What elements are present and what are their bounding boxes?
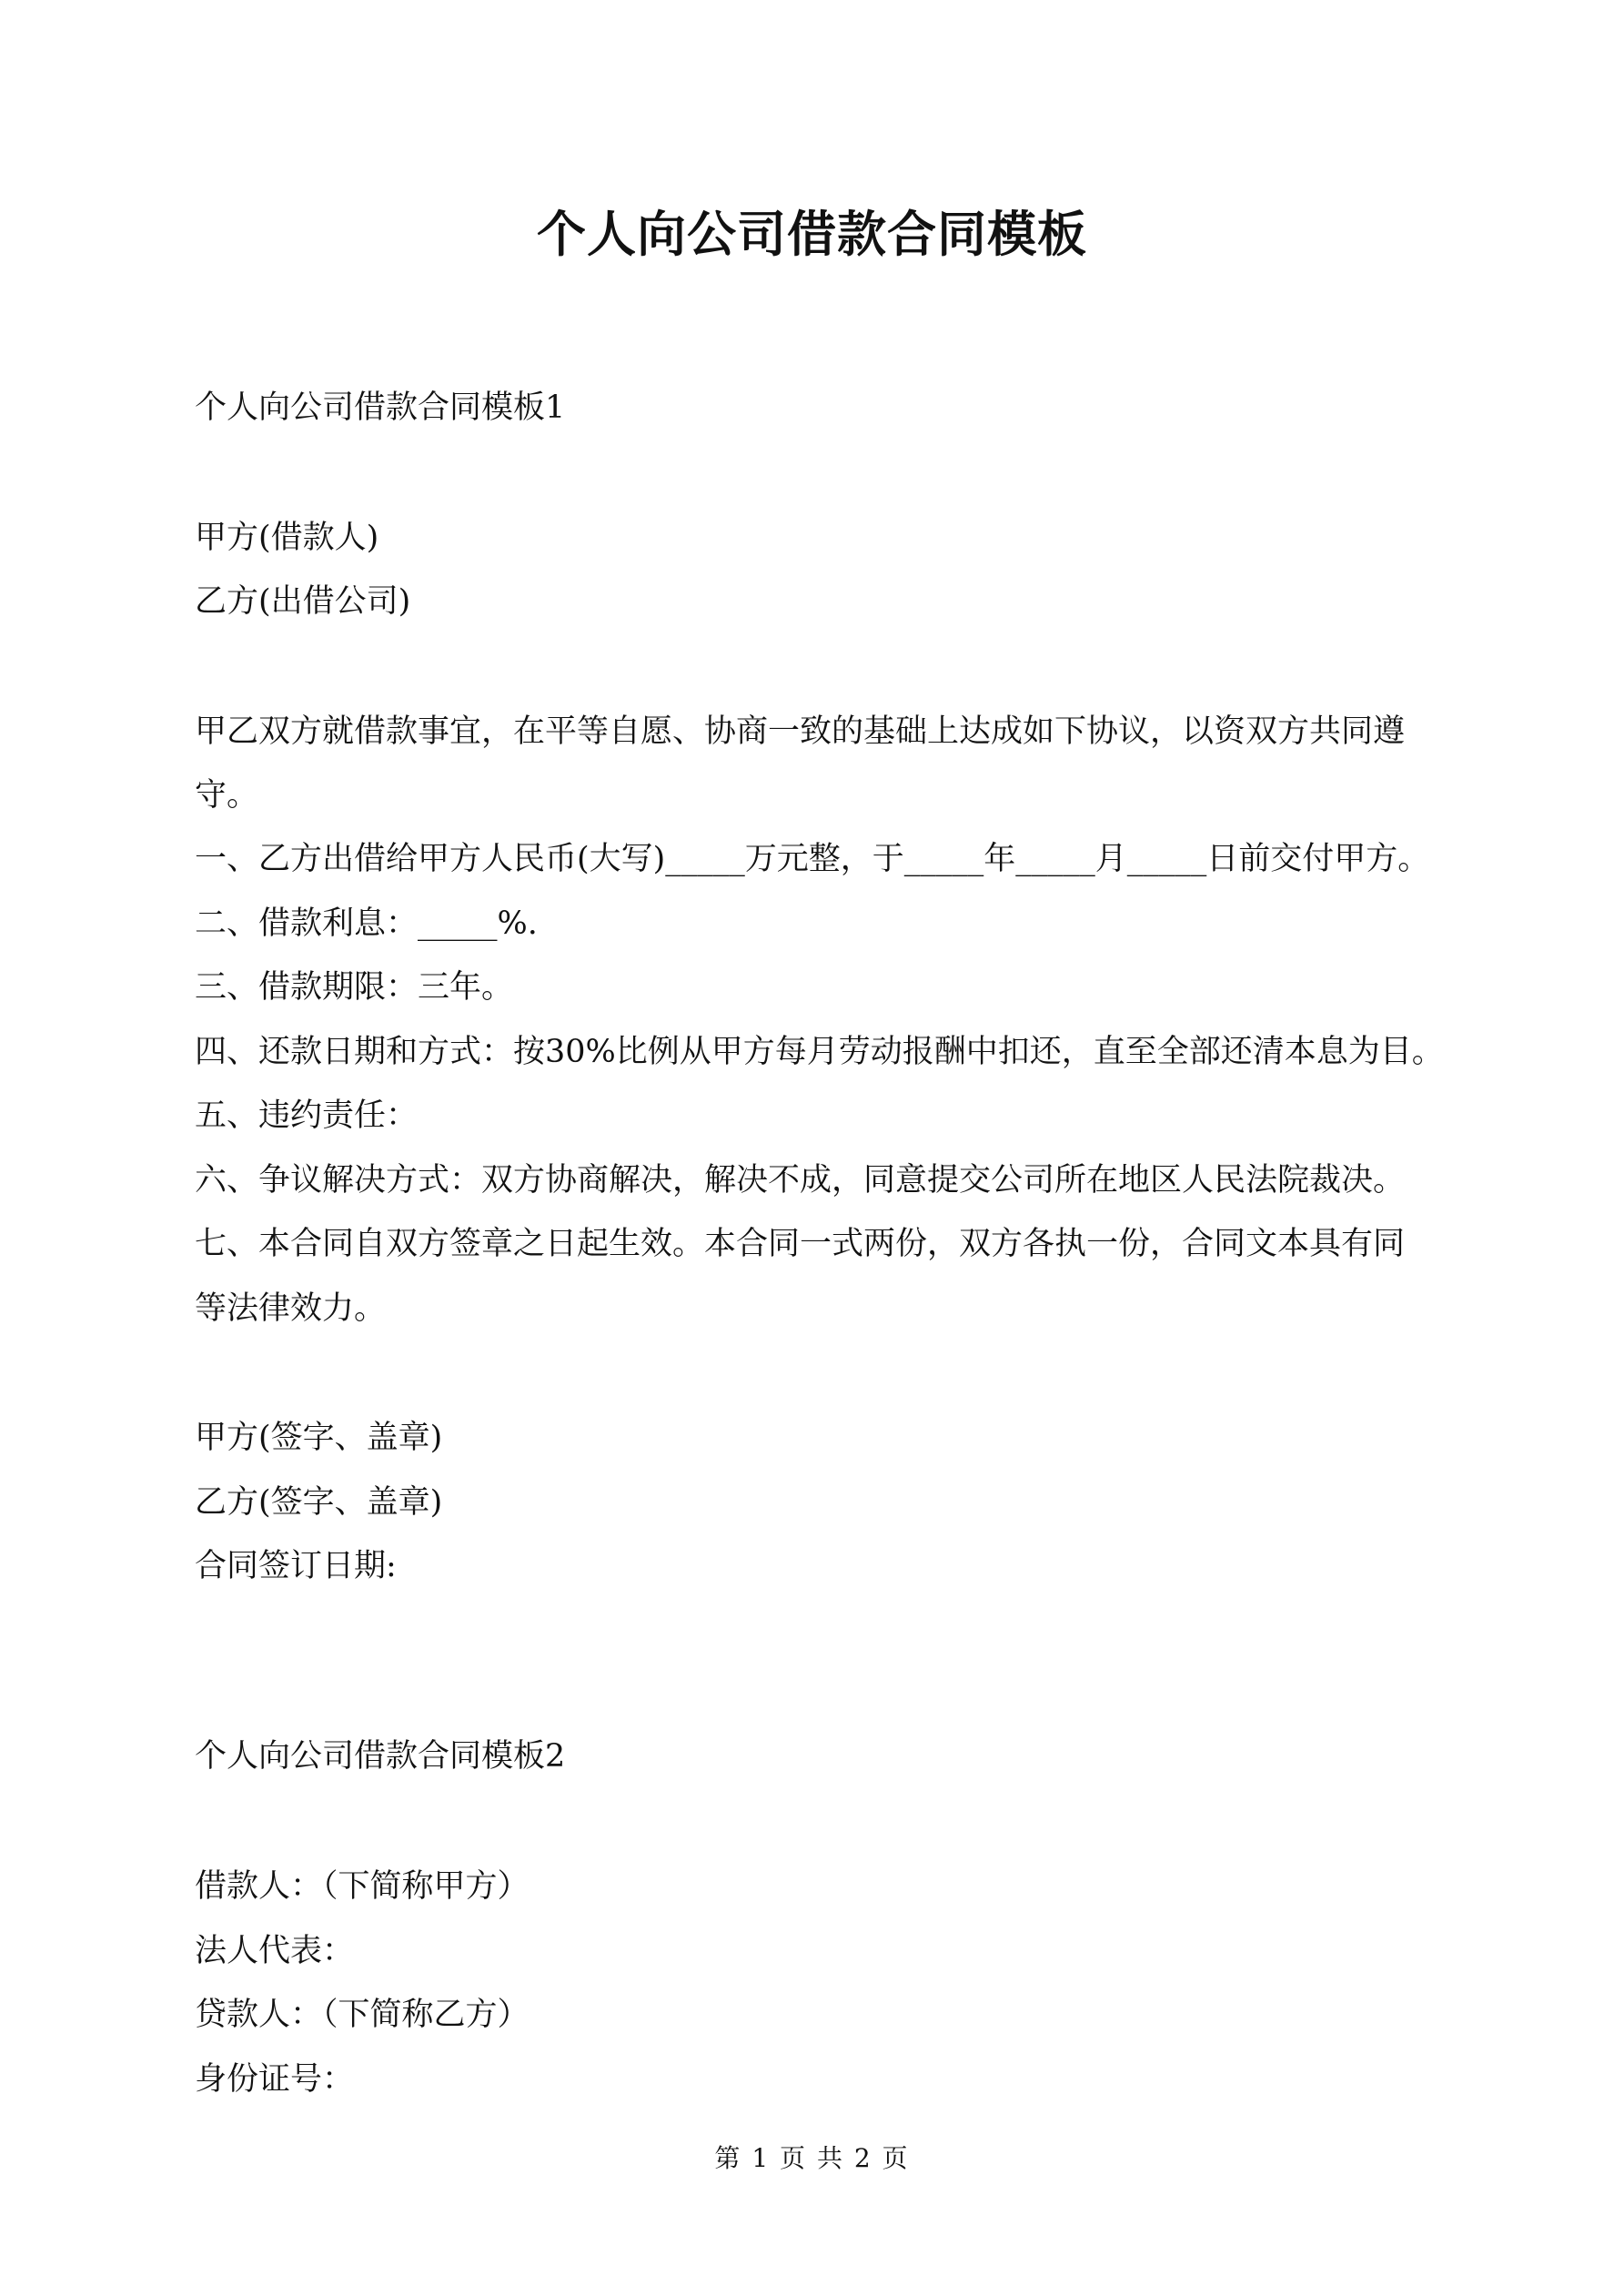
signing-date: 合同签订日期: bbox=[195, 1548, 397, 1584]
clause-4: 四、还款日期和方式：按30%比例从甲方每月劳动报酬中扣还，直至全部还清本息为目。 bbox=[195, 1034, 1444, 1070]
clause-6: 六、争议解决方式：双方协商解决，解决不成，同意提交公司所在地区人民法院裁决。 bbox=[195, 1162, 1406, 1199]
party-a-label: 甲方(借款人) bbox=[195, 520, 379, 556]
clause-1: 一、乙方出借给甲方人民币(大写)_____万元整，于_____年_____月_____日前交付甲方。 bbox=[195, 841, 1430, 877]
id-number-label: 身份证号： bbox=[195, 2061, 355, 2098]
clause-7-line1: 七、本合同自双方签章之日起生效。本合同一式两份，双方各执一份，合同文本具有同 bbox=[195, 1226, 1406, 1262]
clause-7-line2: 等法律效力。 bbox=[195, 1290, 387, 1327]
lender-label: 贷款人：（下简称乙方） bbox=[195, 1997, 530, 2033]
section1-heading: 个人向公司借款合同模板1 bbox=[195, 389, 566, 426]
legal-rep-label: 法人代表： bbox=[195, 1933, 355, 1969]
party-b-label: 乙方(出借公司) bbox=[195, 583, 411, 620]
clause-3: 三、借款期限：三年。 bbox=[195, 969, 514, 1006]
signature-party-b: 乙方(签字、盖章) bbox=[195, 1484, 443, 1521]
intro-paragraph-line2: 守。 bbox=[195, 777, 259, 814]
borrower-label: 借款人：（下简称甲方） bbox=[195, 1868, 530, 1905]
clause-5: 五、违约责任： bbox=[195, 1097, 419, 1134]
clause-2: 二、借款利息：_____%. bbox=[195, 905, 538, 942]
page-number-footer: 第 1 页 共 2 页 bbox=[714, 2143, 910, 2173]
section2-heading: 个人向公司借款合同模板2 bbox=[195, 1738, 566, 1775]
signature-party-a: 甲方(签字、盖章) bbox=[195, 1420, 443, 1456]
document-title: 个人向公司借款合同模板 bbox=[537, 205, 1087, 263]
intro-paragraph-line1: 甲乙双方就借款事宜，在平等自愿、协商一致的基础上达成如下协议，以资双方共同遵 bbox=[195, 713, 1406, 750]
